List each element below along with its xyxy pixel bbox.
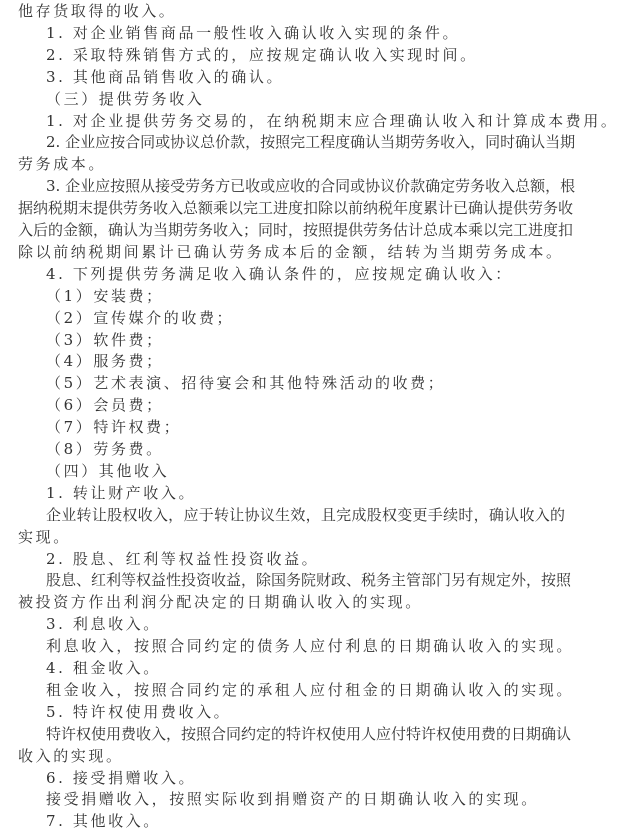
text-line: 实现。 bbox=[18, 527, 71, 546]
text-line: 4. 下列提供劳务满足收入确认条件的，应按规定确认收入： bbox=[46, 264, 513, 283]
text-line: 2. 企业应按合同或协议总价款，按照完工程度确认当期劳务收入，同时确认当期 bbox=[46, 133, 576, 152]
text-line: （6）会员费； bbox=[46, 396, 164, 415]
text-line: 股息、红利等权益性投资收益，除国务院财政、税务主管部门另有规定外，按照 bbox=[46, 571, 572, 590]
text-line: 收入的实现。 bbox=[18, 746, 124, 765]
text-line: 1. 对企业提供劳务交易的，在纳税期末应合理确认收入和计算成本费用。 bbox=[46, 111, 619, 130]
text-line: （四）其他收入 bbox=[46, 461, 170, 480]
text-line: 特许权使用费收入，按照合同约定的特许权使用人应付特许权使用费的日期确认 bbox=[46, 724, 572, 743]
text-line: （8）劳务费。 bbox=[46, 440, 164, 458]
text-line: （7）特许权费； bbox=[46, 418, 182, 437]
text-line: 他存货取得的收入。 bbox=[18, 2, 177, 20]
text-line: 2. 采取特殊销售方式的，应按规定确认收入实现时间。 bbox=[46, 45, 478, 64]
text-line: 2. 股息、红利等权益性投资收益。 bbox=[46, 549, 320, 568]
text-line: 5. 特许权使用费收入。 bbox=[46, 702, 232, 721]
text-line: 1. 对企业销售商品一般性收入确认收入实现的条件。 bbox=[46, 23, 461, 42]
text-line: （3）软件费； bbox=[46, 330, 164, 349]
text-line: 6. 接受捐赠收入。 bbox=[46, 768, 197, 787]
text-line: 利息收入，按照合同约定的债务人应付利息的日期确认收入的实现。 bbox=[46, 637, 575, 656]
text-line: 3. 利息收入。 bbox=[46, 615, 161, 634]
text-line: （2）宣传媒介的收费； bbox=[46, 308, 235, 327]
text-line: （5）艺术表演、招待宴会和其他特殊活动的收费； bbox=[46, 374, 446, 393]
text-line: 除以前纳税期间累计已确认劳务成本后的金额，结转为当期劳务成本。 bbox=[18, 242, 564, 261]
text-line: 3. 企业应按照从接受劳务方已收或应收的合同或协议价款确定劳务收入总额，根 bbox=[46, 177, 576, 196]
text-line: 被投资方作出利润分配决定的日期确认收入的实现。 bbox=[18, 593, 423, 612]
text-line: （三）提供劳务收入 bbox=[46, 89, 205, 108]
text-line: （4）服务费； bbox=[46, 352, 164, 371]
text-line: 入后的金额，确认为当期劳务收入；同时，按照提供劳务估计总成本乘以完工进度扣 bbox=[18, 221, 574, 239]
text-line: 1. 转让财产收入。 bbox=[46, 483, 197, 502]
text-line: 4. 租金收入。 bbox=[46, 659, 161, 677]
text-line: 接受捐赠收入，按照实际收到捐赠资产的日期确认收入的实现。 bbox=[46, 790, 539, 809]
text-line: 企业转让股权收入，应于转让协议生效，且完成股权变更手续时，确认收入的 bbox=[46, 505, 565, 524]
text-line: 租金收入，按照合同约定的承租人应付租金的日期确认收入的实现。 bbox=[46, 680, 575, 699]
text-line: 劳务成本。 bbox=[18, 155, 107, 174]
text-line: 3. 其他商品销售收入的确认。 bbox=[46, 67, 285, 86]
text-line: 7. 其他收入。 bbox=[46, 812, 161, 831]
text-line: （1）安装费； bbox=[46, 286, 164, 305]
text-line: 据纳税期末提供劳务收入总额乘以完工进度扣除以前纳税年度累计已确认提供劳务收 bbox=[18, 199, 574, 218]
